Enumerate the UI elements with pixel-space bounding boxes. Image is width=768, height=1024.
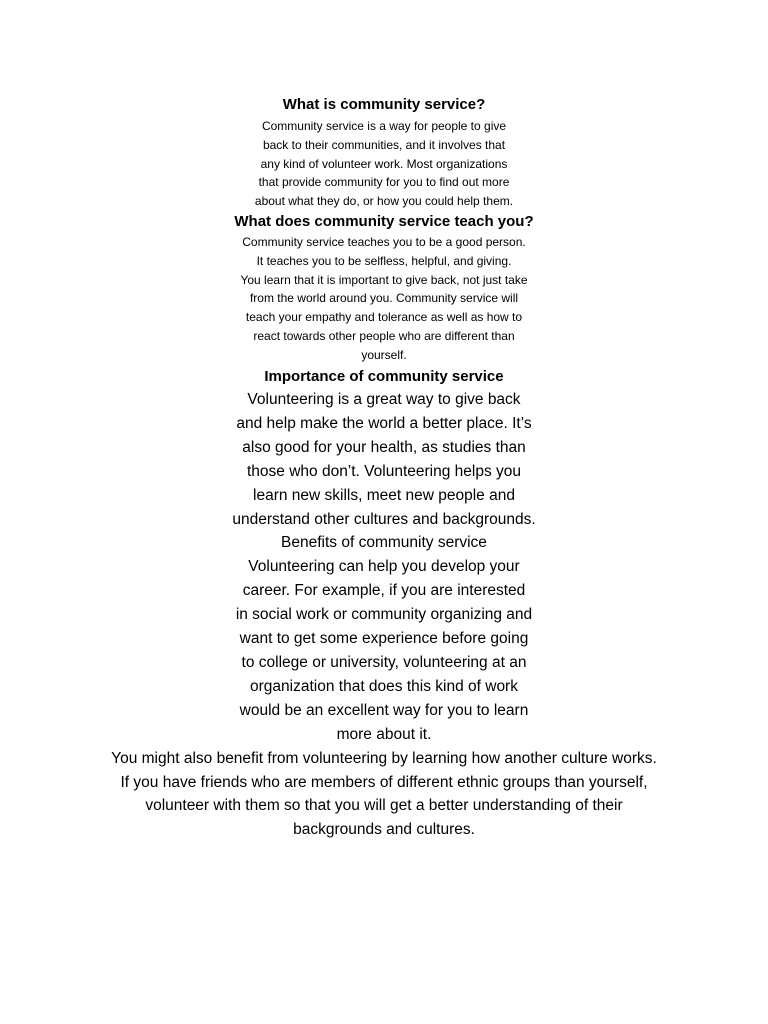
heading-importance-of-community-service: Importance of community service: [264, 368, 504, 385]
heading-what-does-community-service-teach: What does community service teach you?: [234, 213, 534, 230]
paragraph-importance-and-benefits: Volunteering is a great way to give back and help make the world a better place. It’s also good for your health, as studies than those who don’t. Volunteering helps you learn new skills, meet new people and understand other cultures and backgrounds. Benefits of community service Volunteering can help you develop your career. For example, if you are interested in social work or community organizing and want to get some experience before going to college or university, volunteering at an organization that does this kind of work would be an excellent way for you to learn more about it. You might also benefit from volunteering by learning how another culture works. If you have friends who are members of different ethnic groups than yourself, volunteer with them so that you will get a better understanding of their backgrounds and cultures.: [111, 391, 657, 839]
heading-what-is-community-service: What is community service?: [282, 96, 486, 113]
paragraph-what-does-community-service-teach: Community service teaches you to be a good person. It teaches you to be selfless, helpful, and giving. You learn that it is important to give back, not just take from the world around you. Community service will teach your empathy and tolerance as well as how to react towards other people who are different than yourself.: [240, 235, 528, 362]
paragraph-what-is-community-service: Community service is a way for people to give back to their communities, and it involves that any kind of volunteer work. Most organizations that provide community for you to find out more about what they do, or how you could help them.: [254, 119, 514, 209]
